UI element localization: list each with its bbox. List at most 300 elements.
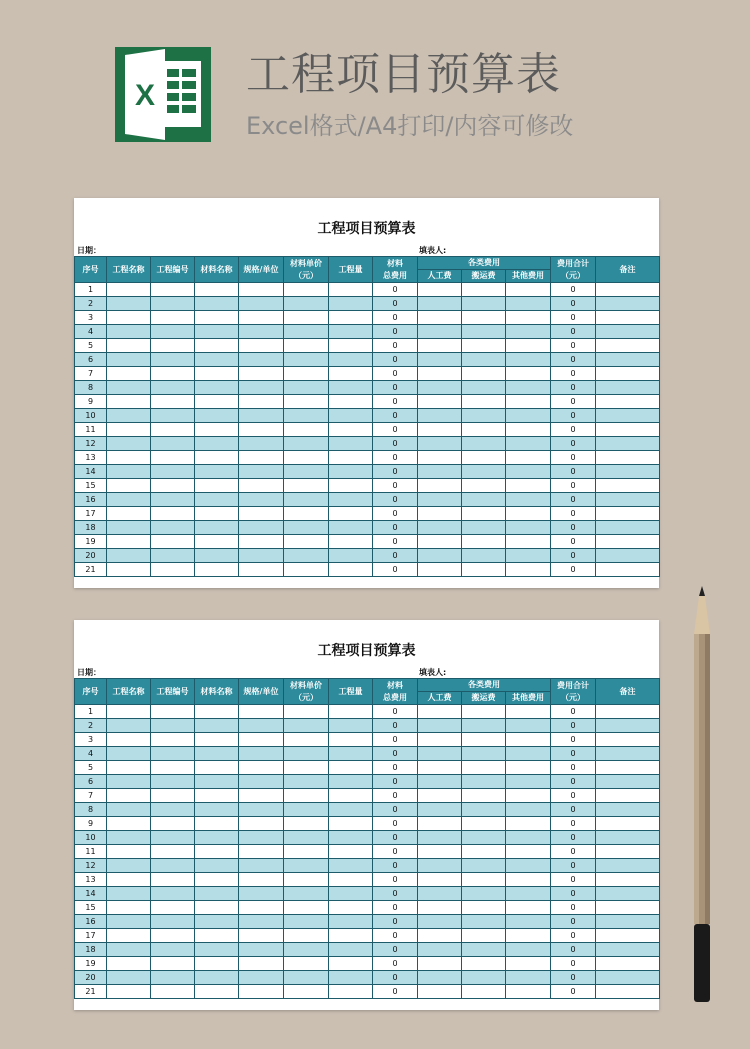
remarks-cell[interactable] [596, 733, 660, 747]
input-cell[interactable] [151, 887, 195, 901]
input-cell[interactable] [506, 775, 551, 789]
remarks-cell[interactable] [596, 549, 660, 563]
input-cell[interactable] [506, 465, 551, 479]
input-cell[interactable] [329, 887, 373, 901]
input-cell[interactable] [195, 705, 239, 719]
input-cell[interactable] [329, 789, 373, 803]
input-cell[interactable] [151, 479, 195, 493]
input-cell[interactable] [506, 887, 551, 901]
input-cell[interactable] [462, 563, 506, 577]
input-cell[interactable] [506, 563, 551, 577]
input-cell[interactable] [329, 915, 373, 929]
input-cell[interactable] [284, 915, 329, 929]
input-cell[interactable] [107, 493, 151, 507]
input-cell[interactable] [239, 297, 284, 311]
input-cell[interactable] [195, 803, 239, 817]
input-cell[interactable] [506, 971, 551, 985]
input-cell[interactable] [195, 381, 239, 395]
input-cell[interactable] [418, 901, 462, 915]
input-cell[interactable] [506, 311, 551, 325]
input-cell[interactable] [284, 451, 329, 465]
input-cell[interactable] [462, 733, 506, 747]
input-cell[interactable] [418, 817, 462, 831]
input-cell[interactable] [239, 719, 284, 733]
input-cell[interactable] [284, 985, 329, 999]
input-cell[interactable] [195, 535, 239, 549]
input-cell[interactable] [151, 803, 195, 817]
input-cell[interactable] [418, 887, 462, 901]
input-cell[interactable] [195, 719, 239, 733]
input-cell[interactable] [506, 437, 551, 451]
input-cell[interactable] [506, 803, 551, 817]
input-cell[interactable] [418, 789, 462, 803]
input-cell[interactable] [195, 479, 239, 493]
input-cell[interactable] [506, 283, 551, 297]
input-cell[interactable] [151, 437, 195, 451]
input-cell[interactable] [284, 719, 329, 733]
input-cell[interactable] [107, 817, 151, 831]
input-cell[interactable] [151, 929, 195, 943]
input-cell[interactable] [462, 719, 506, 733]
input-cell[interactable] [284, 789, 329, 803]
input-cell[interactable] [107, 719, 151, 733]
input-cell[interactable] [506, 409, 551, 423]
input-cell[interactable] [239, 817, 284, 831]
input-cell[interactable] [329, 873, 373, 887]
input-cell[interactable] [284, 521, 329, 535]
input-cell[interactable] [107, 845, 151, 859]
input-cell[interactable] [195, 789, 239, 803]
input-cell[interactable] [284, 283, 329, 297]
remarks-cell[interactable] [596, 831, 660, 845]
input-cell[interactable] [195, 437, 239, 451]
input-cell[interactable] [107, 479, 151, 493]
input-cell[interactable] [506, 845, 551, 859]
input-cell[interactable] [284, 859, 329, 873]
input-cell[interactable] [107, 901, 151, 915]
input-cell[interactable] [506, 873, 551, 887]
input-cell[interactable] [284, 901, 329, 915]
input-cell[interactable] [107, 775, 151, 789]
remarks-cell[interactable] [596, 775, 660, 789]
remarks-cell[interactable] [596, 929, 660, 943]
input-cell[interactable] [195, 929, 239, 943]
input-cell[interactable] [239, 887, 284, 901]
input-cell[interactable] [151, 775, 195, 789]
input-cell[interactable] [329, 761, 373, 775]
input-cell[interactable] [506, 353, 551, 367]
input-cell[interactable] [195, 451, 239, 465]
input-cell[interactable] [329, 367, 373, 381]
input-cell[interactable] [107, 943, 151, 957]
input-cell[interactable] [506, 733, 551, 747]
input-cell[interactable] [151, 873, 195, 887]
input-cell[interactable] [329, 929, 373, 943]
input-cell[interactable] [506, 339, 551, 353]
remarks-cell[interactable] [596, 521, 660, 535]
input-cell[interactable] [107, 803, 151, 817]
input-cell[interactable] [239, 493, 284, 507]
input-cell[interactable] [151, 733, 195, 747]
remarks-cell[interactable] [596, 381, 660, 395]
input-cell[interactable] [462, 297, 506, 311]
input-cell[interactable] [195, 985, 239, 999]
input-cell[interactable] [329, 563, 373, 577]
input-cell[interactable] [506, 831, 551, 845]
input-cell[interactable] [107, 971, 151, 985]
input-cell[interactable] [284, 493, 329, 507]
input-cell[interactable] [195, 747, 239, 761]
input-cell[interactable] [151, 297, 195, 311]
input-cell[interactable] [239, 521, 284, 535]
input-cell[interactable] [151, 957, 195, 971]
input-cell[interactable] [151, 367, 195, 381]
input-cell[interactable] [418, 929, 462, 943]
input-cell[interactable] [284, 761, 329, 775]
input-cell[interactable] [329, 705, 373, 719]
input-cell[interactable] [506, 297, 551, 311]
input-cell[interactable] [151, 901, 195, 915]
input-cell[interactable] [418, 943, 462, 957]
input-cell[interactable] [195, 971, 239, 985]
input-cell[interactable] [462, 479, 506, 493]
input-cell[interactable] [195, 297, 239, 311]
input-cell[interactable] [462, 761, 506, 775]
input-cell[interactable] [462, 943, 506, 957]
input-cell[interactable] [151, 381, 195, 395]
input-cell[interactable] [329, 297, 373, 311]
input-cell[interactable] [284, 775, 329, 789]
input-cell[interactable] [418, 381, 462, 395]
input-cell[interactable] [418, 535, 462, 549]
input-cell[interactable] [107, 859, 151, 873]
input-cell[interactable] [284, 409, 329, 423]
input-cell[interactable] [418, 465, 462, 479]
input-cell[interactable] [506, 789, 551, 803]
input-cell[interactable] [107, 887, 151, 901]
input-cell[interactable] [151, 915, 195, 929]
input-cell[interactable] [151, 549, 195, 563]
input-cell[interactable] [107, 873, 151, 887]
input-cell[interactable] [506, 549, 551, 563]
input-cell[interactable] [239, 705, 284, 719]
input-cell[interactable] [239, 831, 284, 845]
input-cell[interactable] [151, 971, 195, 985]
input-cell[interactable] [151, 409, 195, 423]
input-cell[interactable] [239, 563, 284, 577]
input-cell[interactable] [329, 747, 373, 761]
input-cell[interactable] [418, 733, 462, 747]
input-cell[interactable] [462, 325, 506, 339]
input-cell[interactable] [195, 339, 239, 353]
input-cell[interactable] [107, 957, 151, 971]
input-cell[interactable] [284, 705, 329, 719]
input-cell[interactable] [195, 761, 239, 775]
remarks-cell[interactable] [596, 367, 660, 381]
input-cell[interactable] [239, 915, 284, 929]
input-cell[interactable] [329, 339, 373, 353]
input-cell[interactable] [284, 971, 329, 985]
remarks-cell[interactable] [596, 705, 660, 719]
input-cell[interactable] [195, 915, 239, 929]
input-cell[interactable] [329, 465, 373, 479]
input-cell[interactable] [506, 929, 551, 943]
input-cell[interactable] [151, 507, 195, 521]
input-cell[interactable] [107, 733, 151, 747]
input-cell[interactable] [462, 831, 506, 845]
input-cell[interactable] [107, 915, 151, 929]
input-cell[interactable] [151, 395, 195, 409]
input-cell[interactable] [284, 367, 329, 381]
input-cell[interactable] [329, 733, 373, 747]
input-cell[interactable] [239, 367, 284, 381]
input-cell[interactable] [195, 873, 239, 887]
input-cell[interactable] [329, 971, 373, 985]
input-cell[interactable] [239, 957, 284, 971]
input-cell[interactable] [329, 395, 373, 409]
input-cell[interactable] [239, 507, 284, 521]
input-cell[interactable] [284, 381, 329, 395]
input-cell[interactable] [151, 353, 195, 367]
input-cell[interactable] [151, 705, 195, 719]
remarks-cell[interactable] [596, 719, 660, 733]
input-cell[interactable] [506, 943, 551, 957]
input-cell[interactable] [239, 339, 284, 353]
input-cell[interactable] [284, 339, 329, 353]
input-cell[interactable] [418, 339, 462, 353]
input-cell[interactable] [284, 563, 329, 577]
input-cell[interactable] [239, 775, 284, 789]
input-cell[interactable] [462, 465, 506, 479]
input-cell[interactable] [418, 521, 462, 535]
input-cell[interactable] [506, 901, 551, 915]
input-cell[interactable] [418, 803, 462, 817]
input-cell[interactable] [462, 901, 506, 915]
input-cell[interactable] [195, 283, 239, 297]
input-cell[interactable] [195, 887, 239, 901]
input-cell[interactable] [195, 957, 239, 971]
input-cell[interactable] [284, 733, 329, 747]
input-cell[interactable] [329, 507, 373, 521]
input-cell[interactable] [329, 985, 373, 999]
input-cell[interactable] [239, 395, 284, 409]
input-cell[interactable] [107, 325, 151, 339]
input-cell[interactable] [418, 437, 462, 451]
input-cell[interactable] [462, 451, 506, 465]
input-cell[interactable] [462, 747, 506, 761]
input-cell[interactable] [195, 325, 239, 339]
input-cell[interactable] [284, 311, 329, 325]
input-cell[interactable] [506, 705, 551, 719]
remarks-cell[interactable] [596, 311, 660, 325]
input-cell[interactable] [195, 563, 239, 577]
input-cell[interactable] [151, 493, 195, 507]
input-cell[interactable] [329, 283, 373, 297]
input-cell[interactable] [239, 733, 284, 747]
input-cell[interactable] [239, 311, 284, 325]
input-cell[interactable] [506, 521, 551, 535]
input-cell[interactable] [418, 367, 462, 381]
input-cell[interactable] [329, 845, 373, 859]
input-cell[interactable] [151, 761, 195, 775]
input-cell[interactable] [329, 535, 373, 549]
input-cell[interactable] [506, 817, 551, 831]
input-cell[interactable] [195, 831, 239, 845]
input-cell[interactable] [462, 395, 506, 409]
input-cell[interactable] [462, 705, 506, 719]
input-cell[interactable] [239, 549, 284, 563]
input-cell[interactable] [239, 451, 284, 465]
remarks-cell[interactable] [596, 845, 660, 859]
input-cell[interactable] [418, 395, 462, 409]
input-cell[interactable] [418, 719, 462, 733]
input-cell[interactable] [418, 761, 462, 775]
input-cell[interactable] [239, 943, 284, 957]
input-cell[interactable] [239, 747, 284, 761]
input-cell[interactable] [195, 817, 239, 831]
input-cell[interactable] [418, 353, 462, 367]
input-cell[interactable] [195, 775, 239, 789]
remarks-cell[interactable] [596, 747, 660, 761]
input-cell[interactable] [462, 381, 506, 395]
input-cell[interactable] [239, 353, 284, 367]
input-cell[interactable] [462, 423, 506, 437]
input-cell[interactable] [195, 521, 239, 535]
input-cell[interactable] [239, 859, 284, 873]
input-cell[interactable] [195, 859, 239, 873]
input-cell[interactable] [284, 297, 329, 311]
input-cell[interactable] [329, 817, 373, 831]
input-cell[interactable] [462, 971, 506, 985]
input-cell[interactable] [239, 465, 284, 479]
input-cell[interactable] [195, 845, 239, 859]
input-cell[interactable] [239, 789, 284, 803]
remarks-cell[interactable] [596, 465, 660, 479]
input-cell[interactable] [462, 803, 506, 817]
input-cell[interactable] [284, 817, 329, 831]
input-cell[interactable] [418, 859, 462, 873]
input-cell[interactable] [462, 409, 506, 423]
input-cell[interactable] [506, 423, 551, 437]
input-cell[interactable] [418, 549, 462, 563]
input-cell[interactable] [151, 339, 195, 353]
input-cell[interactable] [107, 761, 151, 775]
input-cell[interactable] [329, 353, 373, 367]
input-cell[interactable] [284, 465, 329, 479]
input-cell[interactable] [107, 535, 151, 549]
input-cell[interactable] [462, 957, 506, 971]
input-cell[interactable] [506, 493, 551, 507]
input-cell[interactable] [462, 887, 506, 901]
input-cell[interactable] [418, 775, 462, 789]
input-cell[interactable] [239, 535, 284, 549]
input-cell[interactable] [107, 831, 151, 845]
input-cell[interactable] [239, 381, 284, 395]
remarks-cell[interactable] [596, 395, 660, 409]
input-cell[interactable] [107, 423, 151, 437]
input-cell[interactable] [239, 479, 284, 493]
remarks-cell[interactable] [596, 915, 660, 929]
input-cell[interactable] [195, 465, 239, 479]
input-cell[interactable] [506, 747, 551, 761]
input-cell[interactable] [506, 367, 551, 381]
input-cell[interactable] [239, 437, 284, 451]
input-cell[interactable] [195, 395, 239, 409]
input-cell[interactable] [462, 789, 506, 803]
input-cell[interactable] [107, 747, 151, 761]
input-cell[interactable] [107, 789, 151, 803]
input-cell[interactable] [329, 859, 373, 873]
input-cell[interactable] [418, 311, 462, 325]
input-cell[interactable] [329, 381, 373, 395]
input-cell[interactable] [239, 985, 284, 999]
input-cell[interactable] [506, 325, 551, 339]
input-cell[interactable] [151, 535, 195, 549]
remarks-cell[interactable] [596, 493, 660, 507]
input-cell[interactable] [239, 873, 284, 887]
input-cell[interactable] [418, 971, 462, 985]
input-cell[interactable] [329, 549, 373, 563]
input-cell[interactable] [329, 493, 373, 507]
remarks-cell[interactable] [596, 353, 660, 367]
input-cell[interactable] [284, 929, 329, 943]
input-cell[interactable] [462, 521, 506, 535]
input-cell[interactable] [329, 719, 373, 733]
remarks-cell[interactable] [596, 803, 660, 817]
remarks-cell[interactable] [596, 859, 660, 873]
input-cell[interactable] [329, 479, 373, 493]
input-cell[interactable] [107, 705, 151, 719]
input-cell[interactable] [195, 549, 239, 563]
input-cell[interactable] [107, 367, 151, 381]
remarks-cell[interactable] [596, 325, 660, 339]
input-cell[interactable] [462, 535, 506, 549]
input-cell[interactable] [107, 451, 151, 465]
input-cell[interactable] [239, 325, 284, 339]
input-cell[interactable] [151, 719, 195, 733]
remarks-cell[interactable] [596, 789, 660, 803]
remarks-cell[interactable] [596, 479, 660, 493]
remarks-cell[interactable] [596, 283, 660, 297]
remarks-cell[interactable] [596, 535, 660, 549]
input-cell[interactable] [284, 325, 329, 339]
input-cell[interactable] [284, 803, 329, 817]
input-cell[interactable] [418, 845, 462, 859]
input-cell[interactable] [107, 409, 151, 423]
remarks-cell[interactable] [596, 339, 660, 353]
input-cell[interactable] [239, 901, 284, 915]
remarks-cell[interactable] [596, 887, 660, 901]
input-cell[interactable] [329, 325, 373, 339]
input-cell[interactable] [107, 465, 151, 479]
remarks-cell[interactable] [596, 901, 660, 915]
input-cell[interactable] [239, 761, 284, 775]
remarks-cell[interactable] [596, 971, 660, 985]
input-cell[interactable] [329, 957, 373, 971]
input-cell[interactable] [284, 507, 329, 521]
input-cell[interactable] [107, 985, 151, 999]
input-cell[interactable] [418, 873, 462, 887]
input-cell[interactable] [418, 325, 462, 339]
input-cell[interactable] [506, 761, 551, 775]
input-cell[interactable] [284, 957, 329, 971]
input-cell[interactable] [284, 549, 329, 563]
input-cell[interactable] [151, 521, 195, 535]
input-cell[interactable] [151, 817, 195, 831]
input-cell[interactable] [107, 395, 151, 409]
input-cell[interactable] [418, 507, 462, 521]
input-cell[interactable] [329, 831, 373, 845]
